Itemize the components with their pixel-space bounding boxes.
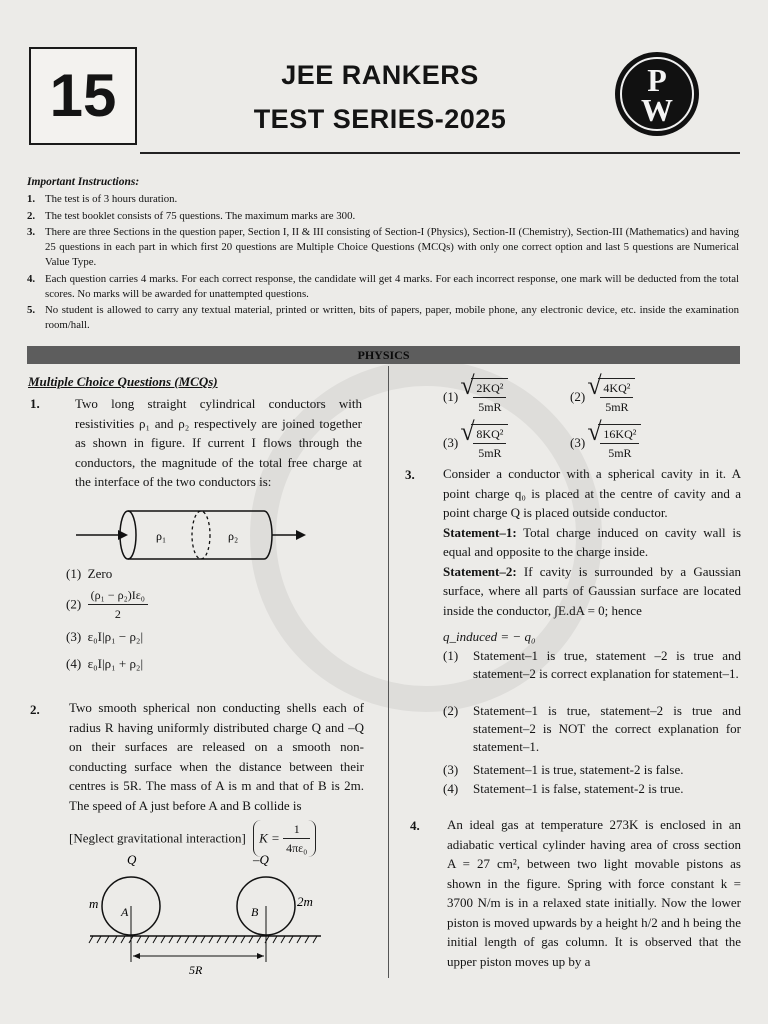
q2-option-2[interactable]: (2) √ $\frac{\text{4KQ²}}{5mR}$ [570,378,635,416]
q3-option-1[interactable]: (1) Statement–1 is true, statement –2 is true and statement–2 is correct explanation for statement–1. [443,648,741,681]
q3-option-4[interactable]: (4) Statement–1 is false, statement-2 is true. [443,781,684,796]
svg-text:A: A [121,905,129,919]
question-text: Consider a conductor with a spherical cavity in it. A point charge q₀ is placed at the centre of cavity and a point charge Q is placed outside conductor. Statement–1: Total charge induced on cavity wall is equal and opposite to the charge inside. Statement–2: If cavity is surrounded by a Gaussian surface, where all parts of Gaussian surface are located inside the conductor, ∫E.dA = 0; hence [443,466,742,618]
q2-option-3[interactable]: (3) √ $\frac{\text{8KQ²}}{5mR}$ [443,424,508,462]
section-bar [27,346,740,364]
instruction-item: 4. Each question carries 4 marks. For each correct response, the candidate will get 4 marks. For each incorrect response, one mark will be deducted from the total scores. No marks will be awarded for unattempted questions. [27,272,739,300]
q1-option-3[interactable]: (3) ε₀I|ρ₁ − ρ₂| [66,629,144,644]
column-divider [388,366,389,978]
statement2-label: Statement–2: [443,563,517,579]
svg-text:2m: 2m [297,894,313,909]
svg-text:–Q: –Q [253,852,269,867]
section-title: PHYSICS [27,348,740,363]
logo-letter-p: P [647,62,667,98]
statement1-label: Statement–1: [443,524,517,540]
question-number: 3. [405,467,415,482]
rho1-label: ρ₁ [156,529,167,543]
question-number: 4. [410,818,420,833]
svg-text:m: m [89,896,99,911]
svg-text:5R: 5R [189,963,203,977]
instructions-heading: Important Instructions: [27,176,140,188]
svg-text:B: B [251,905,259,919]
q1-option-2[interactable]: (2) $\frac{\text{(ρ₁ − ρ₂)Iε₀}}{2}$ [66,586,148,623]
rho2-label: ρ₂ [228,529,239,543]
title-line1: JEE RANKERS [281,60,479,90]
svg-text:Q: Q [127,852,137,867]
test-number-badge [29,47,137,145]
test-number: 15 [49,62,117,129]
spheres-figure [85,850,355,980]
q1-option-1[interactable]: (1) Zero [66,566,113,581]
question-text: Two long straight cylindrical conductors with resistivities ρ₁ and ρ₂ respectively are joined together as shown in figure. If current I flows through the conductors, the magnitude of the total free charge at the interface of the two conductors is: [75,396,362,489]
q3-option-2[interactable]: (2) Statement–1 is true, statement–2 is true and statement–2 is NOT the correct explanation for statement–1. [443,703,741,754]
q2-option-1[interactable]: (1) √ $\frac{\text{2KQ²}}{5mR}$ [443,378,508,416]
induced-charge: q_induced = − q₀ [443,629,536,644]
question-text: An ideal gas at temperature 273K is enclosed in an adiabatic vertical cylinder having area of cross section A = 27 cm², between two light movable pistons as shown in the figure. Spring with force constant k = 3700 N/m is in a relaxed state initially. Now the lower piston is moved upwards by a height h/2 and h being the initial length of gas column. It is observed that the upper piston moves up by a [447,817,741,969]
q3-option-3[interactable]: (3) Statement–1 is true, statement-2 is false. [443,762,684,777]
instruction-item: 2. The test booklet consists of 75 questions. The maximum marks are 300. [27,209,356,222]
logo-letter-w: W [641,92,673,128]
instruction-item: 5. No student is allowed to carry any textual material, printed or written, bits of papers, paper, mobile phone, any electronic device, etc. inside the examination room/hall. [27,304,739,331]
conductor-figure [76,505,308,571]
fraction: $\frac{\text{(ρ₁ − ρ₂)Iε₀}}{2}$ [88,586,148,623]
q1-option-4[interactable]: (4) ε₀I|ρ₁ + ρ₂| [66,656,144,671]
question-number: 1. [30,396,40,411]
header-rule [140,152,740,154]
title-line2: TEST SERIES-2025 [253,104,507,134]
q2-note: [Neglect gravitational interaction] K = $\frac{1}{\text{4πε₀}}$ [69,820,316,857]
instruction-item: 1. The test is of 3 hours duration. [27,193,178,205]
instruction-item: 3. There are three Sections in the question paper, Section I, II & III consisting of Section-I (Physics), Section-II (Chemistry), Section-III (Mathematics) and having 25 questions in each part in which first 20 questions are Multiple Choice Questions (MCQs) with only one correct option and last 5 questions are Numerical Value Type. [27,226,739,268]
q2-option-4[interactable]: (3) √ $\frac{\text{16KQ²}}{5mR}$ [570,424,641,462]
question-text: Two smooth spherical non conducting shells each of radius R having uniformly distributed charge Q and –Q on their surfaces are released on a smooth non-conducting surface when the distance between their centres is 5R. The mass of A is m and that of B is 2m. The speed of A just before A and B collide is [69,700,364,813]
instructions-list [27,192,739,335]
pw-logo [615,52,699,136]
mcq-heading: Multiple Choice Questions (MCQs) [28,374,218,389]
question-number: 2. [30,702,40,717]
